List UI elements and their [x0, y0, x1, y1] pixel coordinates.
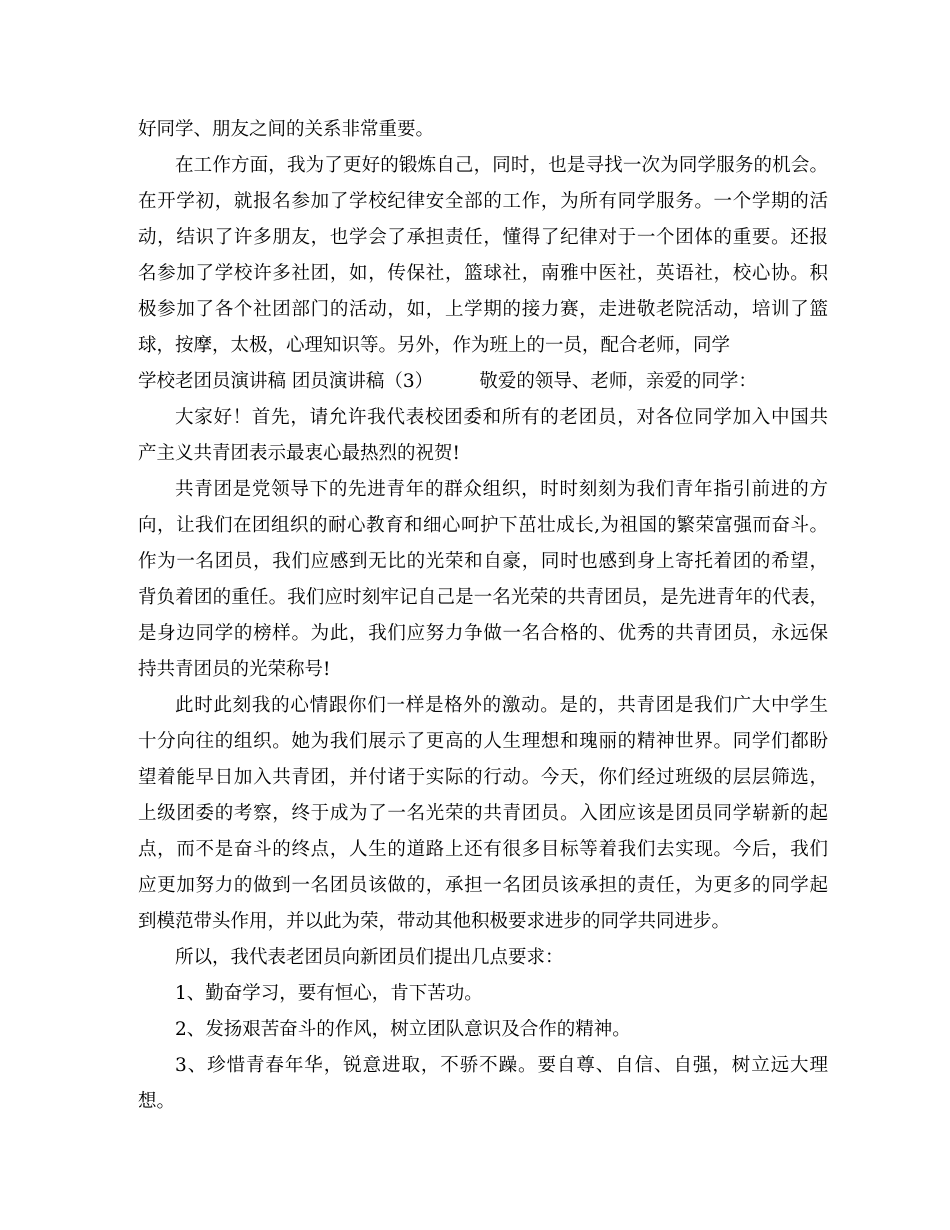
list-item-continuation: 想。: [138, 1091, 176, 1112]
paragraph-line: 作为一名团员，我们应感到无比的光荣和自豪，同时也感到身上寄托着团的希望，: [138, 551, 828, 572]
paragraph-line: 上级团委的考察，终于成为了一名光荣的共青团员。入团应该是团员同学崭新的起: [138, 803, 828, 824]
paragraph-line: 此时此刻我的心情跟你们一样是格外的激动。是的，共青团是我们广大中学生: [175, 695, 828, 716]
paragraph-line: 好同学、朋友之间的关系非常重要。: [138, 119, 435, 140]
paragraph-line: 持共青团员的光荣称号!: [138, 659, 331, 680]
list-item: 2、发扬艰苦奋斗的作风，树立团队意识及合作的精神。: [175, 1019, 631, 1040]
paragraph-line: 球，按摩，太极，心理知识等。另外，作为班上的一员，配合老师，同学: [138, 335, 731, 356]
paragraph-line: 大家好！首先，请允许我代表校团委和所有的老团员，对各位同学加入中国共: [175, 407, 828, 428]
paragraph-line: 是身边同学的榜样。为此，我们应努力争做一名合格的、优秀的共青团员，永远保: [138, 623, 828, 644]
paragraph-line: 产主义共青团表示最衷心最热烈的祝贺!: [138, 443, 460, 464]
paragraph-line: 极参加了各个社团部门的活动，如，上学期的接力赛，走进敬老院活动，培训了篮: [138, 299, 828, 320]
paragraph-line: 在工作方面，我为了更好的锻炼自己，同时，也是寻找一次为同学服务的机会。: [175, 155, 828, 176]
section-heading-line: 学校老团员演讲稿 团员演讲稿（3） 敬爱的领导、老师，亲爱的同学：: [138, 371, 757, 392]
paragraph-line: 望着能早日加入共青团，并付诸于实际的行动。今天，你们经过班级的层层筛选，: [138, 767, 828, 788]
paragraph-line: 在开学初，就报名参加了学校纪律安全部的工作，为所有同学服务。一个学期的活: [138, 191, 828, 212]
paragraph-line: 名参加了学校许多社团，如，传保社，篮球社，南雅中医社，英语社，校心协。积: [138, 263, 828, 284]
list-item: 3、珍惜青春年华，锐意进取，不骄不躁。要自尊、自信、自强，树立远大理: [175, 1055, 828, 1076]
paragraph-line: 应更加努力的做到一名团员该做的，承担一名团员该承担的责任，为更多的同学起: [138, 875, 828, 896]
paragraph-line: 所以，我代表老团员向新团员们提出几点要求：: [175, 947, 564, 968]
paragraph-line: 共青团是党领导下的先进青年的群众组织，时时刻刻为我们青年指引前进的方: [175, 479, 828, 500]
paragraph-line: 到模范带头作用，并以此为荣，带动其他积极要求进步的同学共同进步。: [138, 911, 731, 932]
paragraph-line: 十分向往的组织。她为我们展示了更高的人生理想和瑰丽的精神世界。同学们都盼: [138, 731, 828, 752]
list-item: 1、勤奋学习，要有恒心，肯下苦功。: [175, 983, 483, 1004]
paragraph-line: 动，结识了许多朋友，也学会了承担责任，懂得了纪律对于一个团体的重要。还报: [138, 227, 828, 248]
paragraph-line: 点，而不是奋斗的终点，人生的道路上还有很多目标等着我们去实现。今后，我们: [138, 839, 828, 860]
paragraph-line: 向，让我们在团组织的耐心教育和细心呵护下茁壮成长,为祖国的繁荣富强而奋斗。: [138, 515, 828, 536]
paragraph-line: 背负着团的重任。我们应时刻牢记自己是一名光荣的共青团员，是先进青年的代表，: [138, 587, 828, 608]
